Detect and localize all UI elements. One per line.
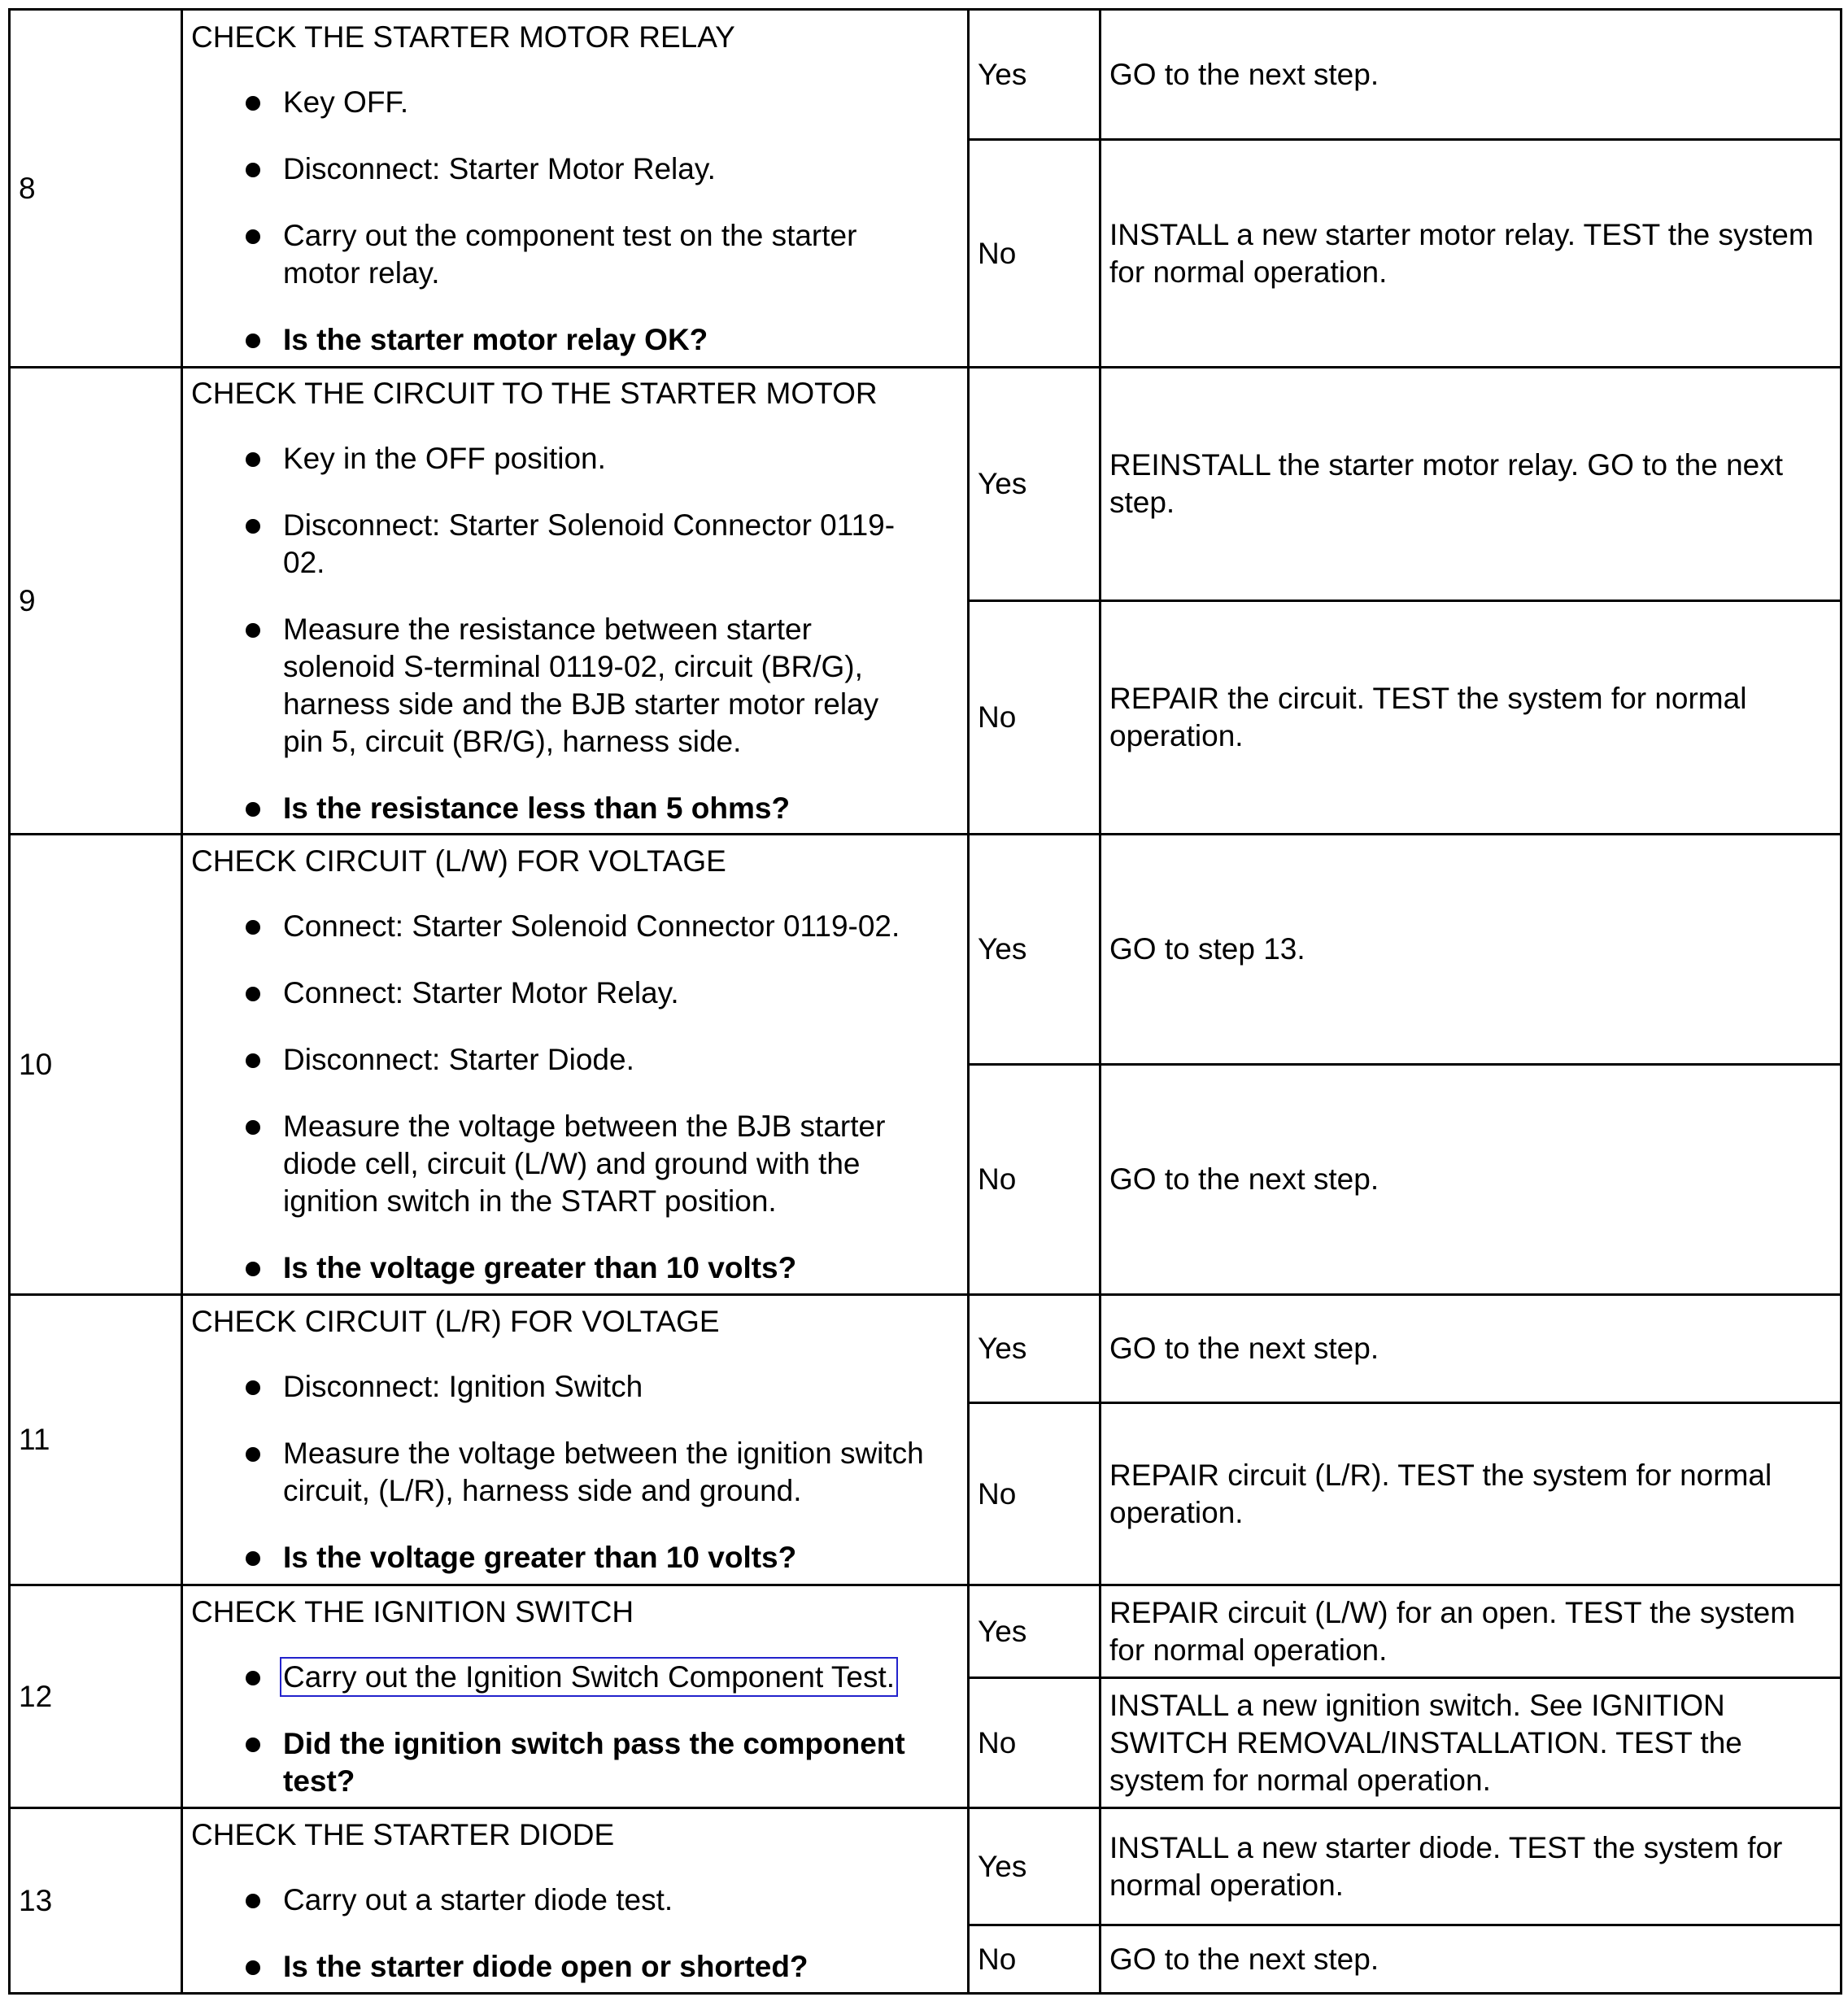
answer-yes: Yes [969,1295,1101,1403]
diagnostic-steps-table [8,8,1842,1995]
result-yes: GO to the next step. [1101,1295,1841,1403]
action-item: Measure the voltage between the BJB starter diode cell, circuit (L/W) and ground with the ignition switch in the START position. [191,1108,959,1220]
step-check-cell [182,1585,969,1808]
answer-no: No [969,1065,1101,1295]
step-10-yes-row [10,835,1841,1065]
result-yes: REPAIR circuit (L/W) for an open. TEST the system for normal operation. [1101,1585,1841,1678]
action-list [191,1881,959,1986]
step-11-yes-row [10,1295,1841,1403]
step-12-yes-row [10,1585,1841,1678]
answer-no: No [969,601,1101,835]
step-check-cell [182,368,969,835]
action-list [191,1368,959,1576]
result-yes: REINSTALL the starter motor relay. GO to the next step. [1101,368,1841,601]
step-question: Is the starter motor relay OK? [191,321,959,359]
action-item: Disconnect: Starter Diode. [191,1041,959,1079]
step-number: 11 [10,1295,182,1585]
answer-no: No [969,140,1101,368]
step-number: 10 [10,835,182,1295]
result-no: REPAIR the circuit. TEST the system for normal operation. [1101,601,1841,835]
action-list [191,908,959,1287]
answer-yes: Yes [969,1808,1101,1925]
answer-yes: Yes [969,368,1101,601]
step-title: CHECK CIRCUIT (L/W) FOR VOLTAGE [191,844,726,878]
result-no: GO to the next step. [1101,1925,1841,1994]
result-no: INSTALL a new ignition switch. See IGNITION SWITCH REMOVAL/INSTALLATION. TEST the system for normal operation. [1101,1678,1841,1808]
step-question: Is the voltage greater than 10 volts? [191,1249,959,1287]
step-number: 9 [10,368,182,835]
answer-no: No [969,1925,1101,1994]
step-number: 12 [10,1585,182,1808]
step-question: Is the voltage greater than 10 volts? [191,1539,959,1576]
step-question: Is the resistance less than 5 ohms? [191,790,959,827]
step-title: CHECK THE CIRCUIT TO THE STARTER MOTOR [191,376,878,410]
result-no: INSTALL a new starter motor relay. TEST the system for normal operation. [1101,140,1841,368]
result-yes: GO to the next step. [1101,10,1841,140]
step-question: Did the ignition switch pass the component test? [191,1725,959,1800]
answer-no: No [969,1403,1101,1585]
step-title: CHECK THE IGNITION SWITCH [191,1594,634,1629]
step-check-cell [182,10,969,368]
step-question: Is the starter diode open or shorted? [191,1948,959,1986]
result-yes: INSTALL a new starter diode. TEST the system for normal operation. [1101,1808,1841,1925]
action-item: Measure the voltage between the ignition switch circuit, (L/R), harness side and ground. [191,1435,959,1510]
action-item: Connect: Starter Solenoid Connector 0119-02. [191,908,959,945]
action-item: Connect: Starter Motor Relay. [191,975,959,1012]
action-item: Disconnect: Starter Solenoid Connector 0119-02. [191,507,959,582]
answer-yes: Yes [969,835,1101,1065]
result-no: REPAIR circuit (L/R). TEST the system for normal operation. [1101,1403,1841,1585]
result-yes: GO to step 13. [1101,835,1841,1065]
action-item [191,1659,959,1696]
answer-no: No [969,1678,1101,1808]
step-number: 8 [10,10,182,368]
action-item: Carry out a starter diode test. [191,1881,959,1919]
ignition-switch-component-test-link[interactable]: Carry out the Ignition Switch Component Test. [283,1659,896,1694]
step-9-yes-row [10,368,1841,601]
action-item: Key OFF. [191,84,959,121]
action-list [191,84,959,359]
step-check-cell [182,835,969,1295]
step-number: 13 [10,1808,182,1994]
action-item: Measure the resistance between starter solenoid S-terminal 0119-02, circuit (BR/G), harness side and the BJB starter motor relay pin 5, circuit (BR/G), harness side. [191,611,959,761]
step-title: CHECK THE STARTER MOTOR RELAY [191,20,735,54]
step-title: CHECK CIRCUIT (L/R) FOR VOLTAGE [191,1305,720,1338]
action-item: Disconnect: Starter Motor Relay. [191,150,959,188]
step-check-cell [182,1808,969,1994]
answer-yes: Yes [969,10,1101,140]
action-item: Carry out the component test on the starter motor relay. [191,217,959,292]
action-item: Disconnect: Ignition Switch [191,1368,959,1406]
action-list [191,440,959,827]
answer-yes: Yes [969,1585,1101,1678]
result-no: GO to the next step. [1101,1065,1841,1295]
step-title: CHECK THE STARTER DIODE [191,1817,615,1851]
action-list [191,1659,959,1800]
step-13-yes-row [10,1808,1841,1925]
action-item: Key in the OFF position. [191,440,959,477]
step-8-yes-row [10,10,1841,140]
step-check-cell [182,1295,969,1585]
